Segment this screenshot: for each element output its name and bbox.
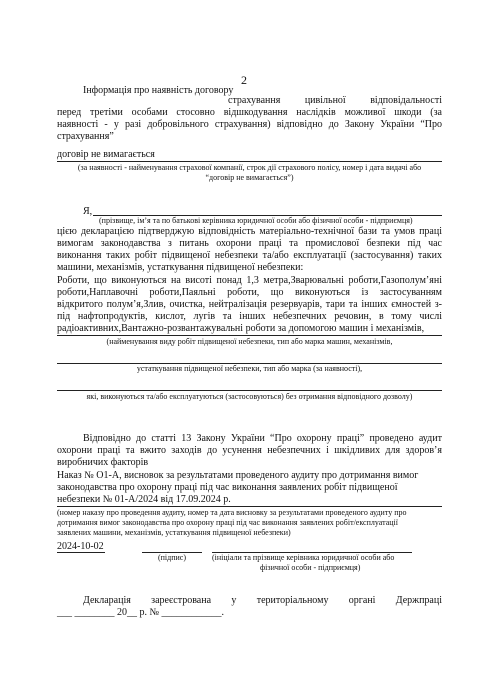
insurance-underline (57, 161, 442, 162)
insurance-caption1: (за наявності - найменування страхової компанії, строк дії страхового полісу, номер і дата видачі або (77, 163, 422, 172)
audit-order-line2: законодавства про охорону праці під час виконання заявлених робіт підвищеної (57, 482, 398, 493)
body-line2: вимогам законодавства з питань охорони праці та промислової безпеки під час (57, 238, 442, 249)
name-caption1: (ініціали та прізвище керівника юридичної особи або (212, 553, 395, 562)
registration-line2: ___ ________ 20__ р. № ____________. (57, 607, 225, 618)
audit-line2: охорони праці та вжито заходів до усунення небезпечних і шкідливих для здоров’я (57, 445, 442, 456)
signature-caption: (підпис) (157, 553, 186, 562)
insurance-value: договір не вимагається (57, 149, 155, 160)
works-line5: радіоактивних,Вантажно-розвантажувальні роботи за допомогою машин і механізмів, (57, 323, 425, 334)
insurance-line4: страхування” (57, 131, 114, 142)
audit-caption1: (номер наказу про проведення аудиту, номер та дата висновку за результатами проведеного аудиту про (57, 508, 407, 517)
audit-underline (57, 506, 442, 507)
audit-order-line1: Наказ № О1-А, висновок за результатами проведеного аудиту про дотримання вимог (57, 470, 419, 481)
body-line4: машини, механізмів, устаткування підвищеної небезпеки: (57, 262, 304, 273)
page-number: 2 (241, 73, 247, 87)
declarant-caption: (прізвище, ім’я та по батькові керівника юридичної особи або фізичної особи - підприємця) (99, 216, 413, 225)
body-line1: цією декларацією підтверджую відповідність матеріально-технічної бази та умов праці (57, 226, 442, 237)
body-line3: виконання таких робіт підвищеної небезпеки та/або експлуатації (застосування) таких (57, 250, 442, 261)
audit-line1: Відповідно до статті 13 Закону України “Про охорону праці” проведено аудит (83, 433, 442, 444)
works-line3: відкритого полум’я,Злив, очистка, нейтралізація резервуарів, тари та інших ємностей з- (57, 299, 442, 310)
works-line1: Роботи, що виконуються на висоті понад 1,3 метра,Зварювальні роботи,Газополум’яні (57, 275, 442, 286)
audit-line3: виробничих факторів (57, 457, 149, 468)
declarant-prefix: Я, (83, 206, 93, 217)
works-caption2: устаткування підвищеної небезпеки, тип або марка (за наявності), (136, 364, 363, 373)
insurance-line1-left: Інформація про наявність договору (83, 85, 234, 96)
audit-caption3: заявлених машини, механізмів, устаткування підвищеної небезпеки) (57, 528, 291, 537)
works-line4: під нафтопродуктів, кислот, лугів та інших небезпечних речовин, в тому числі (57, 311, 442, 322)
registration-line1: Декларація зареєстрована у територіальному органі Держпраці (83, 595, 442, 606)
name-caption2: фізичної особи - підприємця) (260, 563, 361, 572)
audit-caption2: дотримання вимог законодавства про охорону праці під час виконання заявлених робіт/експлуатації (57, 518, 398, 527)
audit-order-line3: небезпеки № 01-А/2024 від 17.09.2024 р. (57, 494, 231, 505)
signature-date: 2024-10-02 (57, 541, 104, 552)
works-underline3 (57, 390, 442, 391)
insurance-line2: перед третіми особами стосовно відшкодування наслідків можливої шкоди (за (57, 107, 442, 118)
works-line2: роботи,Наплавочні роботи,Паяльні роботи, що виконуються із застосуванням (57, 287, 442, 298)
date-underline (57, 552, 105, 553)
works-caption3: які, виконуються та/або експлуатуються (застосовуються) без отримання відповідного дозволу) (86, 392, 413, 401)
insurance-line1-right: страхування цивільної відповідальності (228, 95, 442, 106)
works-caption1: (найменування виду робіт підвищеної небезпеки, тип або марка машин, механізмів, (106, 337, 393, 346)
insurance-line3: наявності - у разі добровільного страхування) відповідно до Закону України “Про (57, 119, 442, 130)
works-underline (57, 335, 442, 336)
insurance-caption2: “договір не вимагається”) (205, 173, 294, 182)
